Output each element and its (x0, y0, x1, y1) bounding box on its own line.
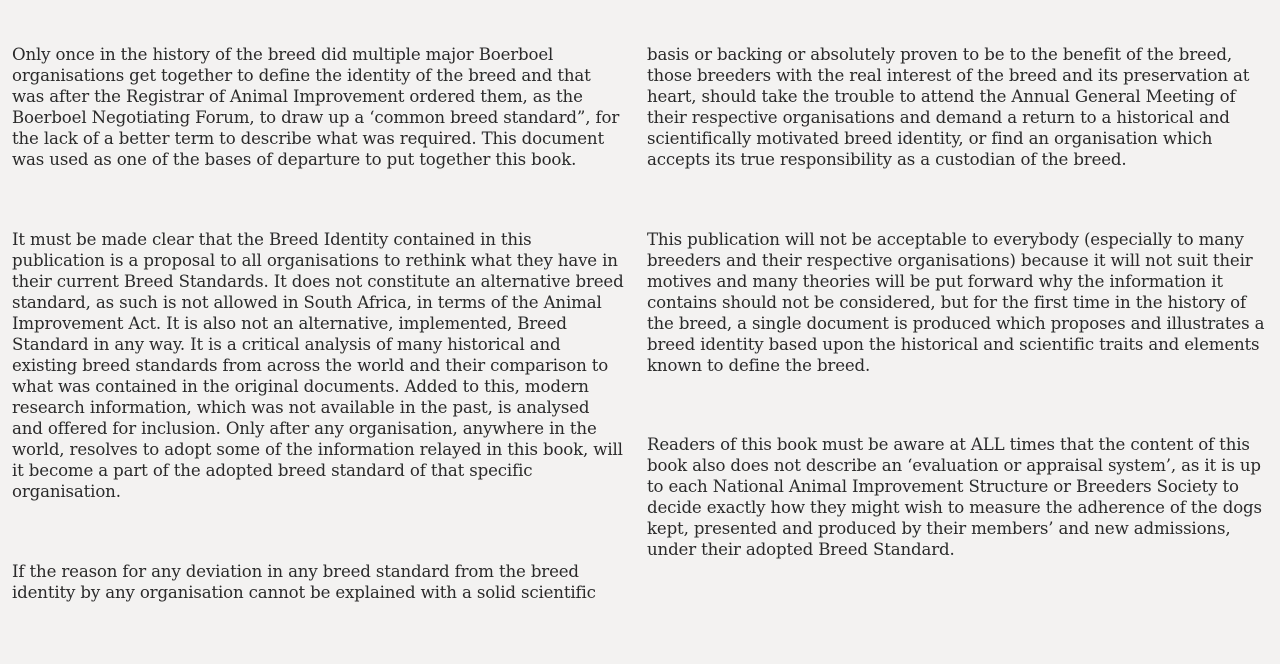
paragraph-breed-identity-proposal: It must be made clear that the Breed Identity contained in this publication is a proposal to all organisations to rethink what they have in their current Breed Standards. It does not constitute an alternative breed standard, as such is not allowed in South Africa, in terms of the Animal Improvement Act. It is also not an alternative, implemented, Breed Standard in any way. It is a critical analysis of many historical and existing breed standards from across the world and their comparison to what was contained in the original documents. Added to this, modern research information, which was not available in the past, is analysed and offered for inclusion. Only after any organisation, anywhere in the world, resolves to adopt some of the information relayed in this book, will it become a part of the adopted breed standard of that specific organisation. (12, 230, 624, 501)
paragraph-scientific-basis: basis or backing or absolutely proven to be to the benefit of the breed, those breeders with the real interest of the breed and its preservation at heart, should take the trouble to attend the Annual General Meeting of their respective organisations and demand a return to a historical and scientifically motivated breed identity, or find an organisation which accepts its true responsibility as a custodian of the breed. (647, 45, 1250, 169)
paragraph-negotiating-forum: Only once in the history of the breed did multiple major Boerboel organisations get together to define the identity of the breed and that was after the Registrar of Animal Improvement ordered them, as the Boerboel Negotiating Forum, to draw up a ‘common breed standard”, for the lack of a better term to describe what was required. This document was used as one of the bases of departure to put together this book. (12, 45, 620, 169)
paragraph-deviation-reason: If the reason for any deviation in any breed standard from the breed identity by any organisation cannot be explained with a solid scientific (12, 562, 596, 602)
paragraph-acceptability: This publication will not be acceptable to everybody (especially to many breeders and their respective organisations) because it will not suit their motives and many theories will be put forward why the information it contains should not be considered, but for the first time in the history of the breed, a single document is produced which proposes and illustrates a breed identity based upon the historical and scientific traits and elements known to define the breed. (647, 230, 1265, 375)
paragraph-evaluation-system: Readers of this book must be aware at ALL times that the content of this book also does not describe an ‘evaluation or appraisal system’, as it is up to each National Animal Improvement Structure or Breeders Society to decide exactly how they might wish to measure the adherence of the dogs kept, presented and produced by their members’ and new admissions, under their adopted Breed Standard. (647, 435, 1262, 559)
